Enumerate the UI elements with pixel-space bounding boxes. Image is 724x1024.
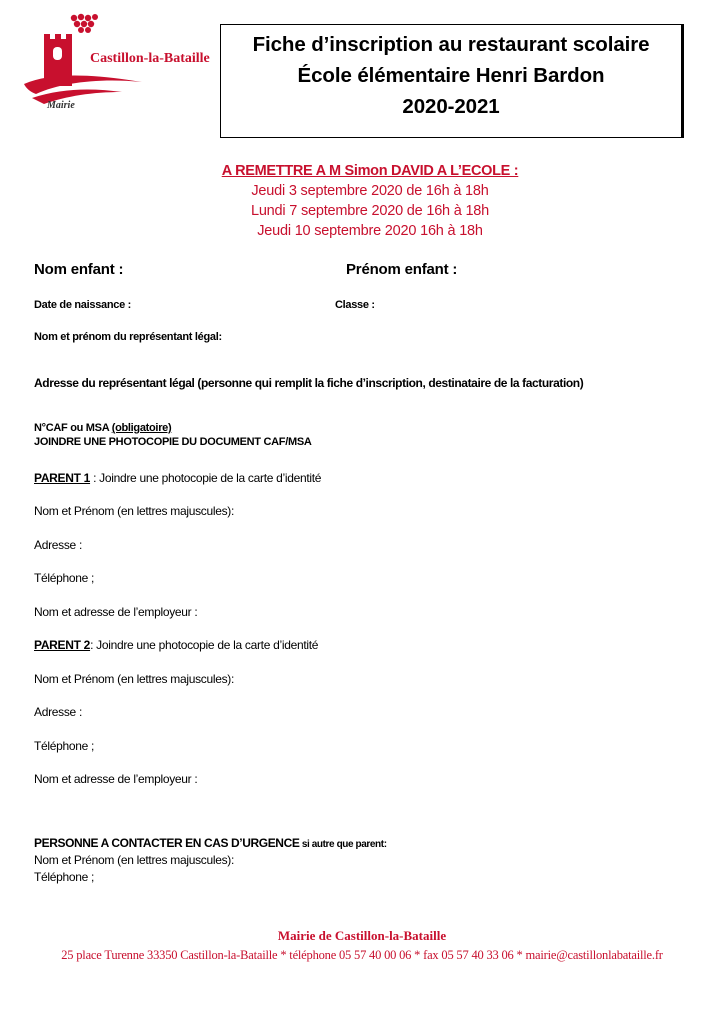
submission-date-1: Jeudi 3 septembre 2020 de 16h à 18h [251, 183, 489, 199]
date-naissance-label: Date de naissance : [34, 299, 132, 311]
title-box [220, 24, 682, 138]
parent2-title: PARENT 2 [34, 638, 91, 652]
submission-date-2: Lundi 7 septembre 2020 de 16h à 18h [250, 203, 490, 219]
submission-date-3: Jeudi 10 septembre 2020 16h à 18h [257, 223, 483, 239]
parent2-telephone-label: Téléphone ; [34, 739, 95, 753]
submission-heading: A REMETTRE A M Simon DAVID A L’ECOLE : [221, 163, 519, 179]
classe-label: Classe : [335, 299, 375, 311]
parent1-instruction: : Joindre une photocopie de la carte d’identité [90, 471, 322, 485]
representant-legal-label: Nom et prénom du représentant légal: [34, 331, 222, 343]
page-title: Fiche d’inscription au restaurant scolaire [252, 33, 650, 56]
school-name: École élémentaire Henri Bardon [297, 64, 605, 87]
parent1-telephone-label: Téléphone ; [34, 571, 95, 585]
parent1-nom-label: Nom et Prénom (en lettres majuscules): [34, 504, 235, 518]
parent1-adresse-label: Adresse : [34, 538, 82, 552]
logo-mairie-label: Mairie [47, 100, 75, 111]
parent1-heading [34, 471, 321, 485]
parent2-instruction: : Joindre une photocopie de la carte d’identité [90, 638, 319, 652]
parent2-heading [34, 638, 318, 652]
parent1-title: PARENT 1 [34, 471, 91, 485]
nom-enfant-label: Nom enfant : [34, 261, 124, 278]
footer-title: Mairie de Castillon-la-Bataille [277, 928, 447, 943]
logo-town-name: Castillon-la-Bataille [90, 51, 210, 66]
urgence-telephone-label: Téléphone ; [34, 870, 95, 884]
parent2-employeur-label: Nom et adresse de l’employeur : [34, 772, 198, 786]
urgence-heading [34, 836, 387, 850]
caf-msa-label [34, 422, 171, 434]
submission-instructions [170, 161, 570, 241]
caf-joindre-label: JOINDRE UNE PHOTOCOPIE DU DOCUMENT CAF/MSA [34, 436, 312, 448]
prenom-enfant-label: Prénom enfant : [346, 261, 458, 278]
urgence-nom-label: Nom et Prénom (en lettres majuscules): [34, 853, 235, 867]
parent2-nom-label: Nom et Prénom (en lettres majuscules): [34, 672, 235, 686]
urgence-condition: si autre que parent: [299, 839, 387, 850]
caf-msa-text: N°CAF ou MSA [34, 422, 112, 434]
adresse-representant-label: Adresse du représentant légal (personne qui remplit la fiche d’inscription, destinataire de la facturation) [34, 376, 584, 390]
parent1-employeur-label: Nom et adresse de l’employeur : [34, 605, 198, 619]
caf-obligatoire-text: (obligatoire) [111, 422, 172, 434]
urgence-title: PERSONNE A CONTACTER EN CAS D’URGENCE [34, 836, 300, 850]
school-year: 2020-2021 [402, 95, 500, 118]
footer-address: 25 place Turenne 33350 Castillon-la-Bataille * téléphone 05 57 40 00 06 * fax 05 57 40 33 06 * mairie@castillonlabataille.fr [61, 948, 663, 962]
parent2-adresse-label: Adresse : [34, 705, 82, 719]
